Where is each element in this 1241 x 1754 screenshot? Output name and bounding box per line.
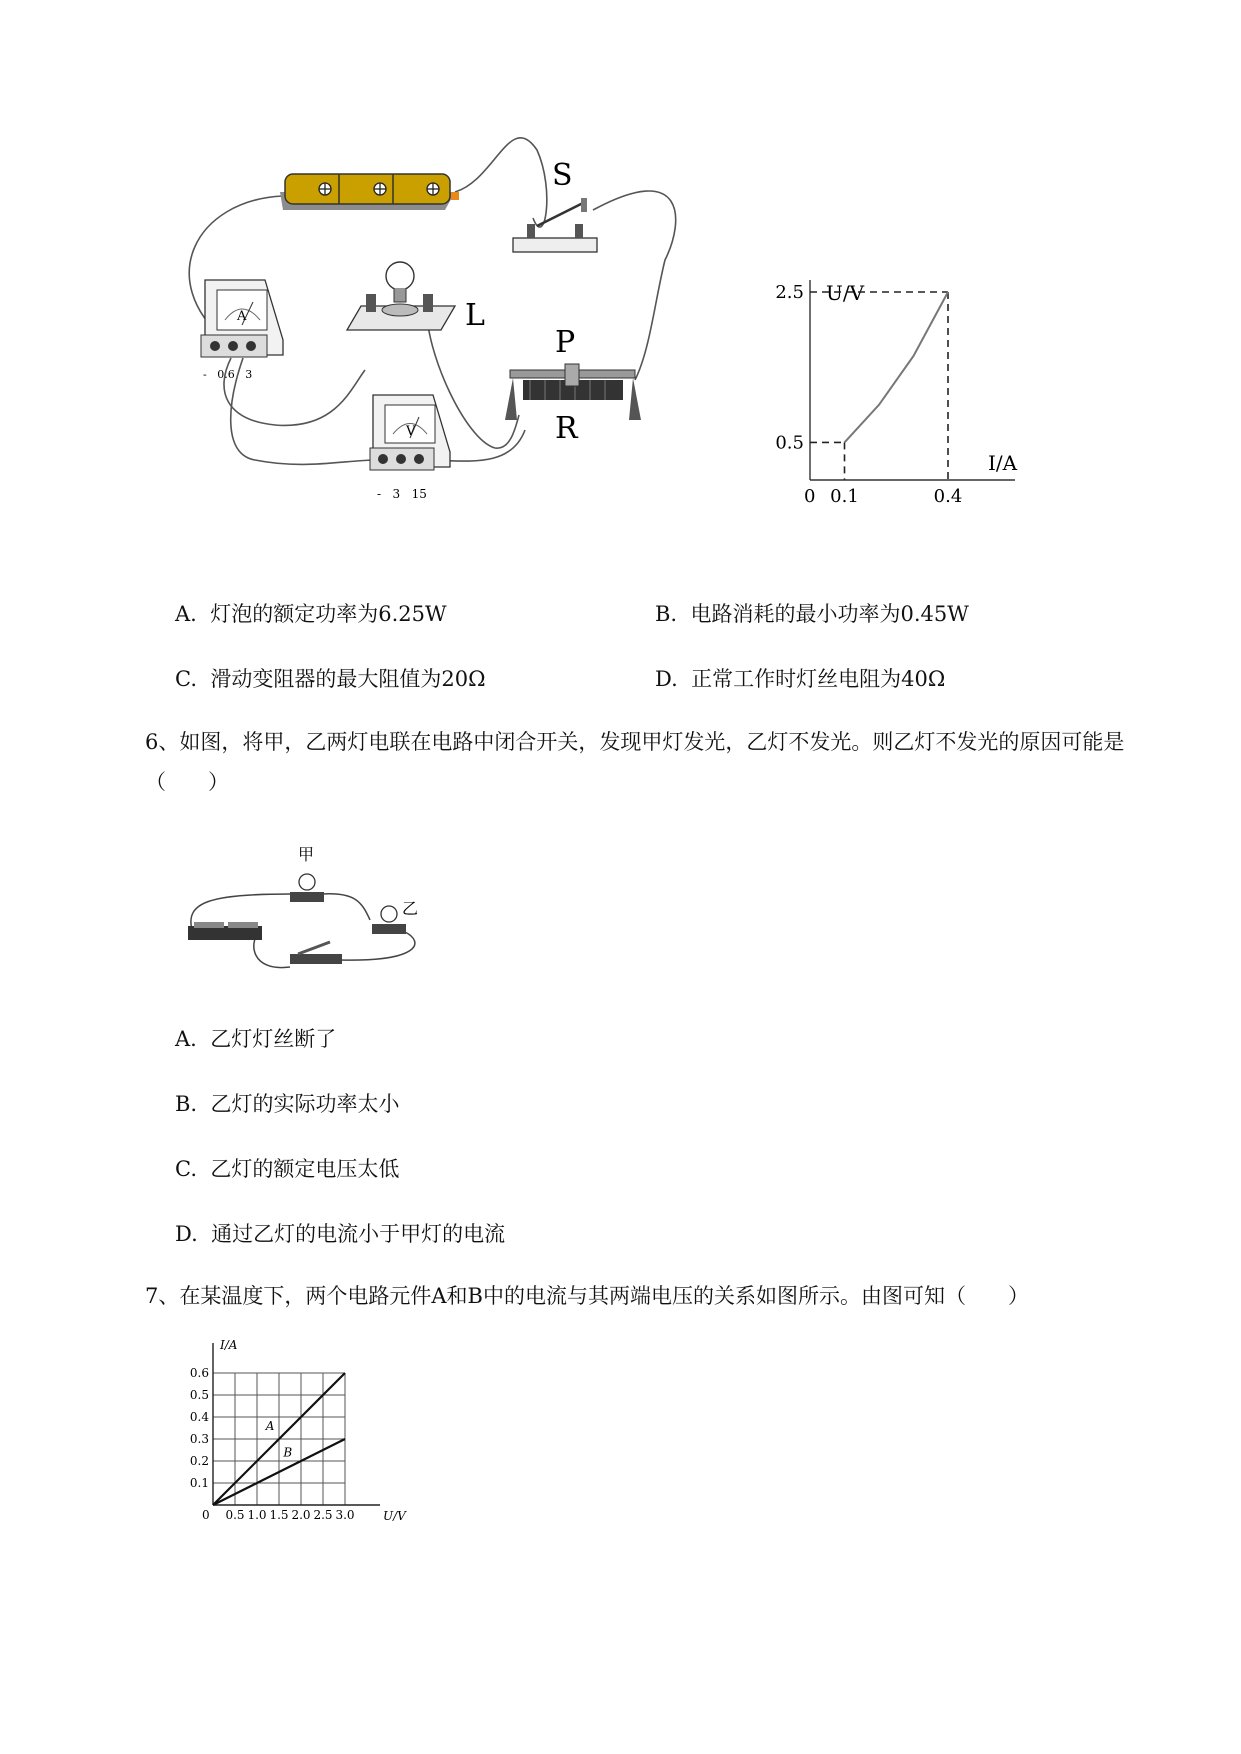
series-curve: [845, 292, 949, 442]
wire: [231, 358, 377, 464]
x-tick-label: 3.0: [335, 1508, 355, 1522]
option-letter: D.: [175, 1222, 198, 1246]
y-tick-label: 0.5: [189, 1388, 209, 1402]
lamp-l: [347, 262, 455, 330]
option-text: 电路消耗的最小功率为0.45W: [690, 602, 969, 626]
option-letter: A.: [175, 602, 197, 626]
ammeter-letter: A: [237, 309, 247, 324]
q6-stem: 6、如图，将甲，乙两灯电联在电路中闭合开关，发现甲灯发光，乙灯不发光。则乙灯不发光的原因可能是（ ）: [145, 730, 1125, 794]
option-letter: D.: [655, 667, 678, 691]
y-tick-label: 0.2: [189, 1454, 209, 1468]
x-tick-label: 2.0: [291, 1508, 311, 1522]
origin-label: 0: [202, 1508, 210, 1522]
q6-option-c[interactable]: [175, 1155, 399, 1183]
label-r: R: [555, 411, 578, 446]
option-text: 正常工作时灯丝电阻为40Ω: [691, 667, 946, 691]
switch-s: [513, 198, 597, 252]
wire: [455, 138, 547, 227]
option-text: 乙灯的额定电压太低: [210, 1157, 400, 1181]
q5-option-d[interactable]: [655, 665, 945, 693]
label-s: S: [552, 158, 573, 193]
y-tick-label: 0.6: [189, 1366, 209, 1380]
series-label: A: [265, 1419, 275, 1434]
x-tick-label: 1.0: [247, 1508, 267, 1522]
option-text: 滑动变阻器的最大阻值为20Ω: [210, 667, 486, 691]
q6-option-a[interactable]: [175, 1025, 336, 1053]
switch: [290, 942, 342, 964]
battery-pack: [280, 174, 459, 210]
q5-option-a[interactable]: [175, 600, 447, 628]
label-p: P: [555, 325, 576, 360]
q5-circuit-figure: [165, 130, 700, 560]
q5-option-b[interactable]: [655, 600, 969, 628]
q5-option-c[interactable]: [175, 665, 486, 693]
option-text: 乙灯的实际功率太小: [210, 1092, 400, 1116]
y-axis-label: U/V: [826, 281, 865, 305]
q7-stem: 7、在某温度下，两个电路元件A和B中的电流与其两端电压的关系如图所示。由图可知（ ）: [145, 1284, 1029, 1308]
lamp-yi-label: 乙: [402, 899, 419, 918]
voltmeter-letter: V: [406, 424, 416, 439]
option-text: 乙灯灯丝断了: [210, 1027, 337, 1051]
q6-circuit-figure: [180, 842, 430, 972]
y-tick-label: 0.3: [189, 1432, 209, 1446]
x-tick-label: 0.1: [830, 486, 859, 507]
x-tick-label: 1.5: [269, 1508, 289, 1522]
q6-option-d[interactable]: [175, 1220, 505, 1248]
q7-iu-chart: [180, 1335, 420, 1535]
x-axis-label: I/A: [988, 451, 1018, 475]
origin-label: 0: [804, 486, 816, 507]
y-tick-label: 0.5: [775, 432, 804, 454]
battery-box: [188, 922, 262, 940]
option-letter: C.: [175, 667, 197, 691]
y-tick-label: 0.4: [189, 1410, 209, 1424]
option-letter: B.: [655, 602, 678, 626]
option-text: 灯泡的额定功率为6.25W: [210, 602, 447, 626]
series-label: B: [283, 1445, 293, 1460]
lamp-jia: [290, 874, 324, 902]
q6-option-b[interactable]: [175, 1090, 399, 1118]
option-letter: C.: [175, 1157, 197, 1181]
ammeter-terminals: - 0.6 3: [203, 368, 253, 381]
y-axis-label: I/A: [220, 1338, 238, 1352]
y-tick-label: 2.5: [775, 282, 804, 303]
option-letter: A.: [175, 1027, 197, 1051]
x-tick-label: 2.5: [313, 1508, 333, 1522]
q5-ui-graph: [760, 270, 1040, 510]
voltmeter-terminals: - 3 15: [377, 487, 427, 501]
x-axis-label: U/V: [383, 1509, 406, 1523]
x-tick-label: 0.5: [225, 1508, 245, 1522]
wire: [593, 191, 676, 380]
lamp-yi: [372, 906, 406, 934]
label-l: L: [465, 298, 485, 333]
y-tick-label: 0.1: [189, 1476, 209, 1490]
lamp-jia-label: 甲: [298, 845, 315, 864]
option-text: 通过乙灯的电流小于甲灯的电流: [211, 1222, 506, 1246]
option-letter: B.: [175, 1092, 198, 1116]
x-tick-label: 0.4: [933, 486, 963, 507]
